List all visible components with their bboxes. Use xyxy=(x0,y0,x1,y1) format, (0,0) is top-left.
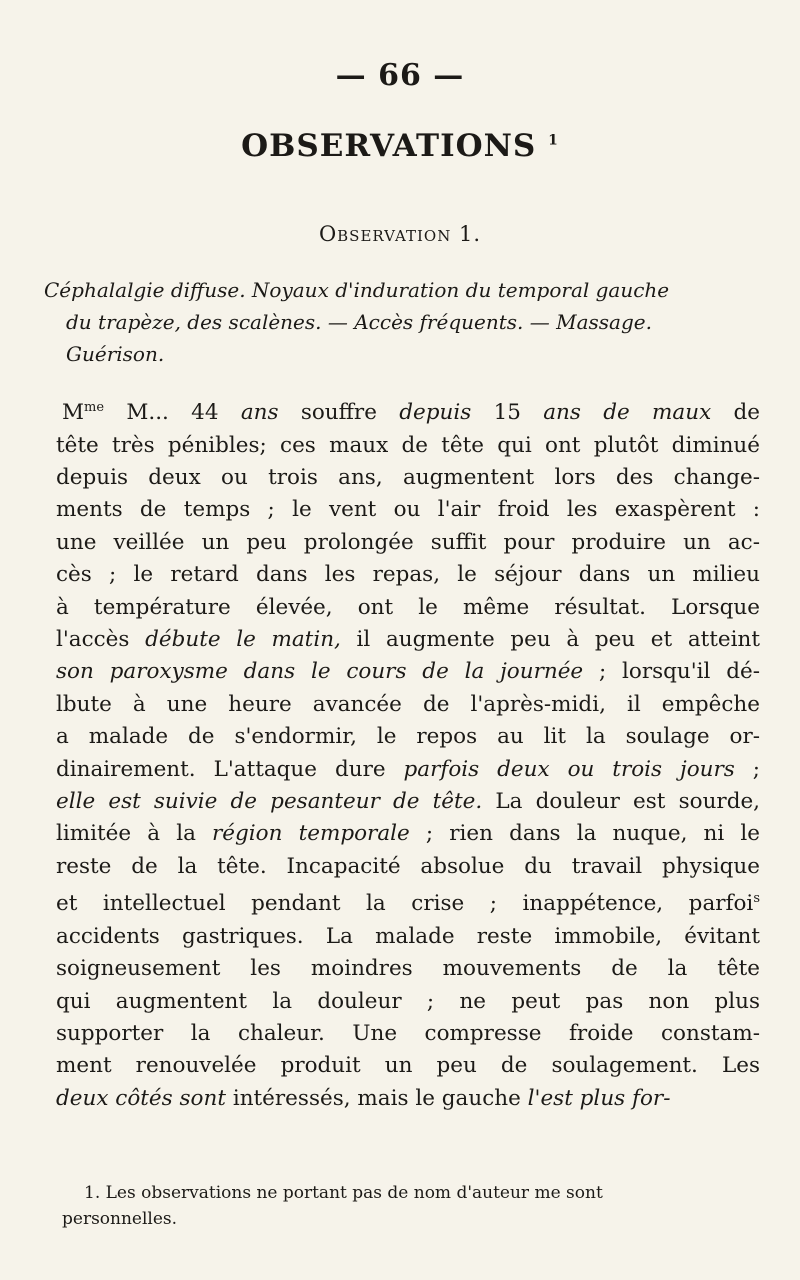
text: ; xyxy=(734,756,761,782)
body-line: a malade de s'endormir, le repos au lit la soulage or- xyxy=(56,724,760,750)
summary-line: Guérison. xyxy=(66,342,165,366)
italic-text: son paroxysme dans le cours de la journée xyxy=(56,659,584,685)
body-line xyxy=(56,883,760,921)
superscript: me xyxy=(84,400,105,415)
text: il augmente peu à peu et atteint xyxy=(340,627,761,652)
observation-body xyxy=(56,392,760,1115)
text: La douleur est sourde, xyxy=(482,789,761,815)
body-line: cès ; le retard dans les repas, le séjour dans un milieu xyxy=(56,562,760,588)
body-line: à température élevée, ont le même résultat. Lorsque xyxy=(56,594,760,620)
body-line: ments de temps ; le vent ou l'air froid les exaspèrent : xyxy=(56,497,760,523)
summary-line: Céphalalgie diffuse. Noyaux d'induration du temporal gauche xyxy=(44,278,670,302)
text: l'accès xyxy=(56,627,146,652)
text: M xyxy=(62,400,85,426)
body-line xyxy=(56,624,760,656)
italic-text: débute le matin, xyxy=(145,627,341,652)
text: souffre xyxy=(278,400,400,426)
footnote xyxy=(62,1180,762,1232)
italic-text: région temporale xyxy=(212,821,410,847)
superscript: s xyxy=(753,891,760,907)
text: ; lorsqu'il dé- xyxy=(583,659,760,685)
body-line: tête très pénibles; ces maux de tête qui ont plutôt diminué xyxy=(56,432,760,458)
body-line: accidents gastriques. La malade reste immobile, évitant xyxy=(56,923,760,949)
body-line xyxy=(56,754,760,786)
text: limitée à la xyxy=(56,821,213,847)
body-line: ment renouvelée produit un peu de soulagement. Les xyxy=(56,1053,760,1079)
section-title xyxy=(0,128,800,164)
body-line xyxy=(56,656,760,688)
text: intéressés, mais le gauche xyxy=(225,1085,528,1111)
italic-text: deux côtés sont xyxy=(56,1085,226,1111)
body-line: supporter la chaleur. Une compresse froide constam- xyxy=(56,1021,760,1047)
footnote-marker: 1 xyxy=(548,132,559,149)
body-line: une veillée un peu prolongée suffit pour produire un ac- xyxy=(56,529,760,555)
section-title-text: OBSERVATIONS xyxy=(241,128,537,164)
body-line: reste de la tête. Incapacité absolue du travail physique xyxy=(56,853,760,879)
footnote-line: 1. Les observations ne portant pas de nom d'auteur me sont xyxy=(84,1183,603,1203)
footnote-line: personnelles. xyxy=(62,1209,178,1229)
text: dinairement. L'attaque dure xyxy=(56,756,404,782)
text: et intellectuel pendant la crise ; inappétence, parfoi xyxy=(56,891,754,917)
italic-text: parfois deux ou trois jours xyxy=(403,756,735,782)
body-line xyxy=(56,786,760,818)
italic-text: ans de maux xyxy=(543,400,712,426)
italic-text: ans xyxy=(240,400,279,426)
observation-summary xyxy=(44,274,764,370)
body-line xyxy=(56,392,760,430)
body-line: qui augmentent la douleur ; ne peut pas non plus xyxy=(56,988,760,1014)
text: M... 44 xyxy=(104,400,241,426)
summary-line: du trapèze, des scalènes. — Accès fréquents. — Massage. xyxy=(66,310,652,334)
body-line: soigneusement les moindres mouvements de la tête xyxy=(56,956,760,982)
body-line xyxy=(56,1083,760,1115)
text: 15 xyxy=(471,400,544,426)
page-number: — 66 — xyxy=(335,58,465,93)
body-line: depuis deux ou trois ans, augmentent lors des change- xyxy=(56,464,760,490)
italic-text: l'est plus for- xyxy=(527,1085,671,1111)
text: ; rien dans la nuque, ni le xyxy=(409,821,760,847)
text: de xyxy=(711,400,760,426)
body-line xyxy=(56,818,760,850)
italic-text: depuis xyxy=(399,400,472,426)
italic-text: elle est suivie de pesanteur de tête. xyxy=(56,789,483,815)
body-line: lbute à une heure avancée de l'après-midi, il empêche xyxy=(56,691,760,717)
observation-heading: Observation 1. xyxy=(318,222,482,246)
